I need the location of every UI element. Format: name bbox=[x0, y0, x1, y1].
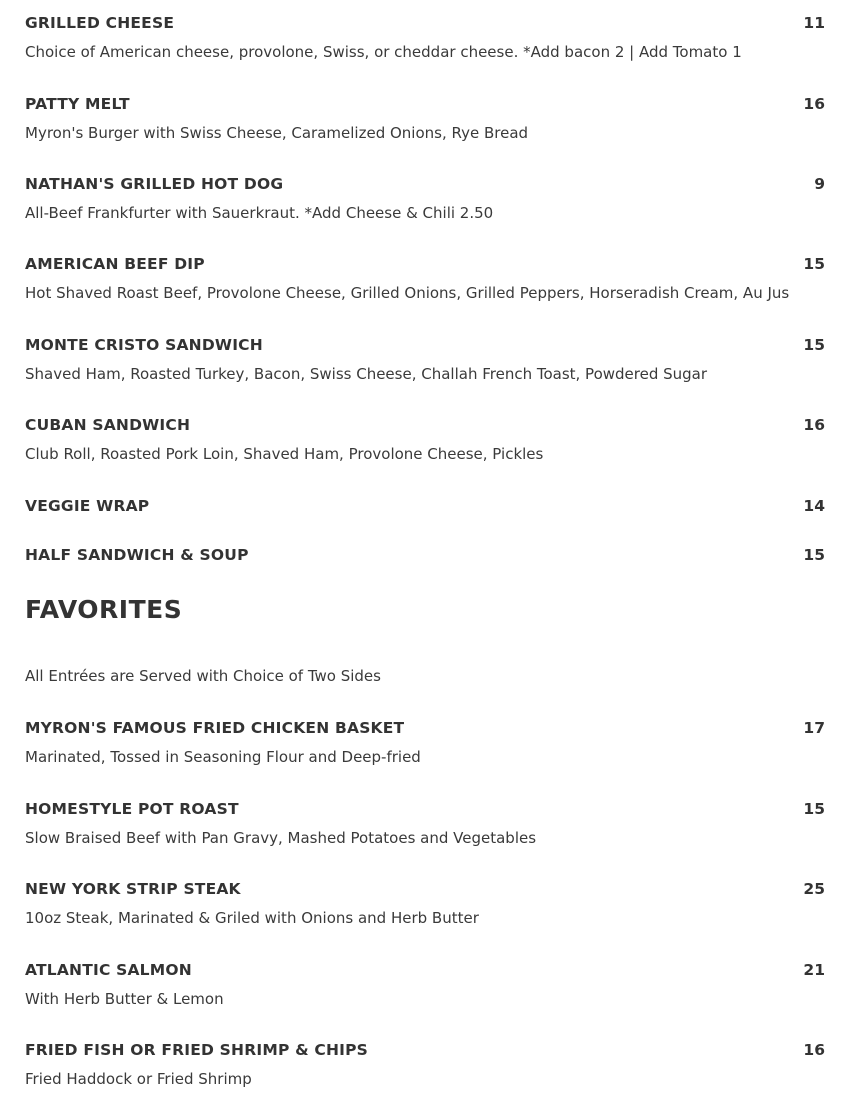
section-title-favorites: FAVORITES bbox=[25, 595, 183, 624]
item-description: Myron's Burger with Swiss Cheese, Caramelized Onions, Rye Bread bbox=[25, 124, 529, 142]
menu-item-strip-steak bbox=[25, 880, 825, 927]
item-price: 16 bbox=[803, 1041, 825, 1059]
menu-item-veggie-wrap bbox=[25, 497, 825, 515]
item-description: All-Beef Frankfurter with Sauerkraut. *Add Cheese & Chili 2.50 bbox=[25, 204, 494, 222]
item-price: 21 bbox=[803, 961, 825, 979]
menu-item-cuban bbox=[25, 416, 825, 463]
menu-item-beef-dip bbox=[25, 255, 825, 302]
item-description: Shaved Ham, Roasted Turkey, Bacon, Swiss Cheese, Challah French Toast, Powdered Sugar bbox=[25, 365, 708, 383]
item-price: 14 bbox=[803, 497, 825, 515]
item-name: HOMESTYLE POT ROAST bbox=[25, 800, 239, 818]
menu-item-half-sandwich-soup bbox=[25, 546, 825, 564]
item-name: VEGGIE WRAP bbox=[25, 497, 150, 515]
item-name: NEW YORK STRIP STEAK bbox=[25, 880, 241, 898]
item-description: With Herb Butter & Lemon bbox=[25, 990, 224, 1008]
item-name: NATHAN'S GRILLED HOT DOG bbox=[25, 175, 284, 193]
item-name: FRIED FISH OR FRIED SHRIMP & CHIPS bbox=[25, 1041, 369, 1059]
menu-item-patty-melt bbox=[25, 95, 825, 142]
item-price: 15 bbox=[803, 336, 825, 354]
item-price: 25 bbox=[803, 880, 825, 898]
item-description: Fried Haddock or Fried Shrimp bbox=[25, 1070, 252, 1088]
item-description: Choice of American cheese, provolone, Swiss, or cheddar cheese. *Add bacon 2 | Add Tomato 1 bbox=[25, 43, 742, 61]
menu-item-grilled-cheese bbox=[25, 14, 825, 61]
menu-item-monte-cristo bbox=[25, 336, 825, 383]
item-price: 15 bbox=[803, 255, 825, 273]
item-name: PATTY MELT bbox=[25, 95, 130, 113]
menu-item-fish-and-chips bbox=[25, 1041, 825, 1088]
menu-item-atlantic-salmon bbox=[25, 961, 825, 1008]
item-price: 16 bbox=[803, 95, 825, 113]
item-description: Marinated, Tossed in Seasoning Flour and Deep-fried bbox=[25, 748, 421, 766]
item-price: 9 bbox=[814, 175, 825, 193]
item-price: 16 bbox=[803, 416, 825, 434]
menu-item-hot-dog bbox=[25, 175, 825, 222]
menu-item-pot-roast bbox=[25, 800, 825, 847]
menu-item-fried-chicken-basket bbox=[25, 719, 825, 766]
item-description: Slow Braised Beef with Pan Gravy, Mashed Potatoes and Vegetables bbox=[25, 829, 537, 847]
item-name: ATLANTIC SALMON bbox=[25, 961, 192, 979]
item-price: 15 bbox=[803, 546, 825, 564]
section-note: All Entrées are Served with Choice of Two Sides bbox=[25, 667, 381, 685]
item-name: MONTE CRISTO SANDWICH bbox=[25, 336, 263, 354]
item-name: HALF SANDWICH & SOUP bbox=[25, 546, 249, 564]
item-description: Hot Shaved Roast Beef, Provolone Cheese, Grilled Onions, Grilled Peppers, Horseradish Cream, Au Jus bbox=[25, 284, 790, 302]
item-description: 10oz Steak, Marinated & Griled with Onions and Herb Butter bbox=[25, 909, 479, 927]
item-price: 15 bbox=[803, 800, 825, 818]
item-name: MYRON'S FAMOUS FRIED CHICKEN BASKET bbox=[25, 719, 405, 737]
item-price: 11 bbox=[803, 14, 825, 32]
item-name: AMERICAN BEEF DIP bbox=[25, 255, 205, 273]
item-price: 17 bbox=[803, 719, 825, 737]
item-name: GRILLED CHEESE bbox=[25, 14, 175, 32]
item-name: CUBAN SANDWICH bbox=[25, 416, 191, 434]
item-description: Club Roll, Roasted Pork Loin, Shaved Ham, Provolone Cheese, Pickles bbox=[25, 445, 544, 463]
